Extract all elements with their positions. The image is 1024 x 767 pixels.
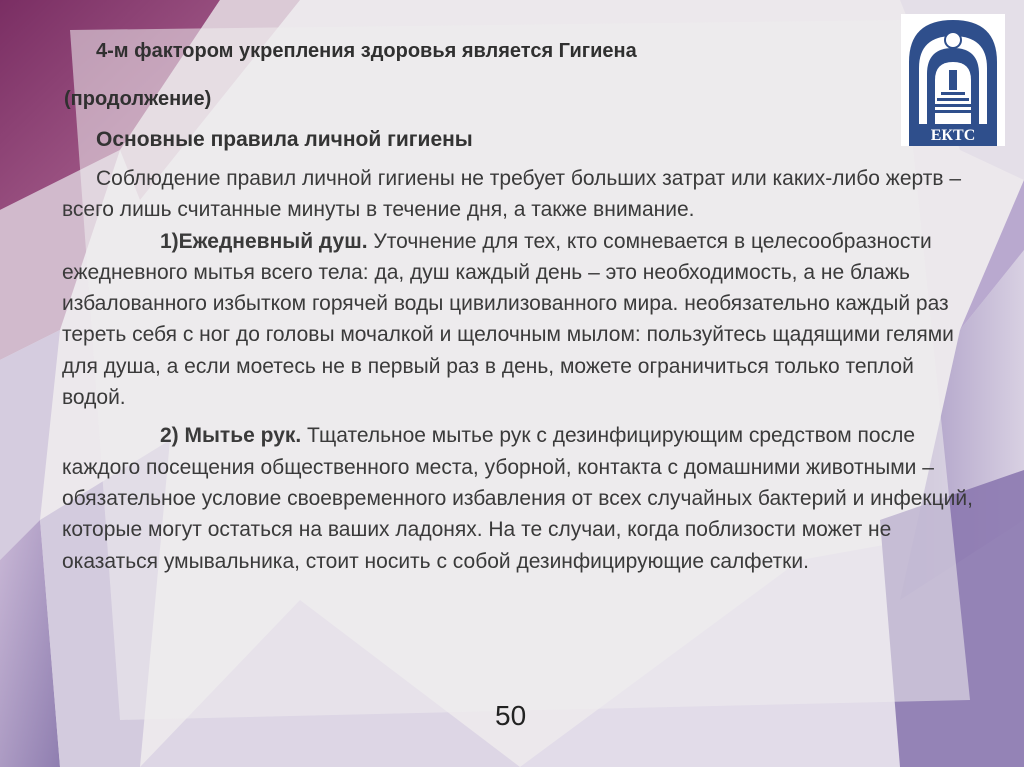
page-number: 50	[495, 700, 527, 731]
item1-heading: 1)Ежедневный душ.	[160, 229, 368, 253]
item1-text: Уточнение для тех, кто сомневается в целесообразности ежедневного мытья всего тела: да, душ каждый день – это необходимость, а не блажь избалованного избытком горячей воды цивилизованного мира. необязательно каждый раз тереть себя с ног до головы мочалкой и щелочным мылом: пользуйтесь щадящими гелями для душа, а если моетесь не в первый раз в день, можете ограничиться только теплой водой.	[62, 229, 954, 410]
item1-paragraph	[62, 226, 982, 414]
item2-paragraph	[62, 420, 982, 576]
item2-heading: 2) Мытье рук.	[160, 424, 302, 448]
slide-body	[62, 163, 982, 577]
section-subtitle: Основные правила личной гигиены	[96, 128, 473, 151]
ektc-logo	[901, 14, 1005, 146]
slide-title-continuation: (продолжение)	[64, 88, 212, 110]
slide-title: 4-м фактором укрепления здоровья является Гигиена	[96, 40, 637, 62]
intro-paragraph: Соблюдение правил личной гигиены не требует больших затрат или каких-либо жертв – всего лишь считанные минуты в течение дня, а также внимание.	[62, 167, 962, 222]
item2-text: Тщательное мытье рук с дезинфицирующим средством после каждого посещения общественного места, уборной, контакта с домашними животными – обязательное условие своевременного избавления от всех случайных бактерий и инфекций, которые могут остаться на ваших ладонях. На те случаи, когда поблизости может не оказаться умывальника, стоит носить с собой дезинфицирующие салфетки.	[62, 424, 973, 573]
logo-text: ЕКТС	[930, 127, 976, 144]
